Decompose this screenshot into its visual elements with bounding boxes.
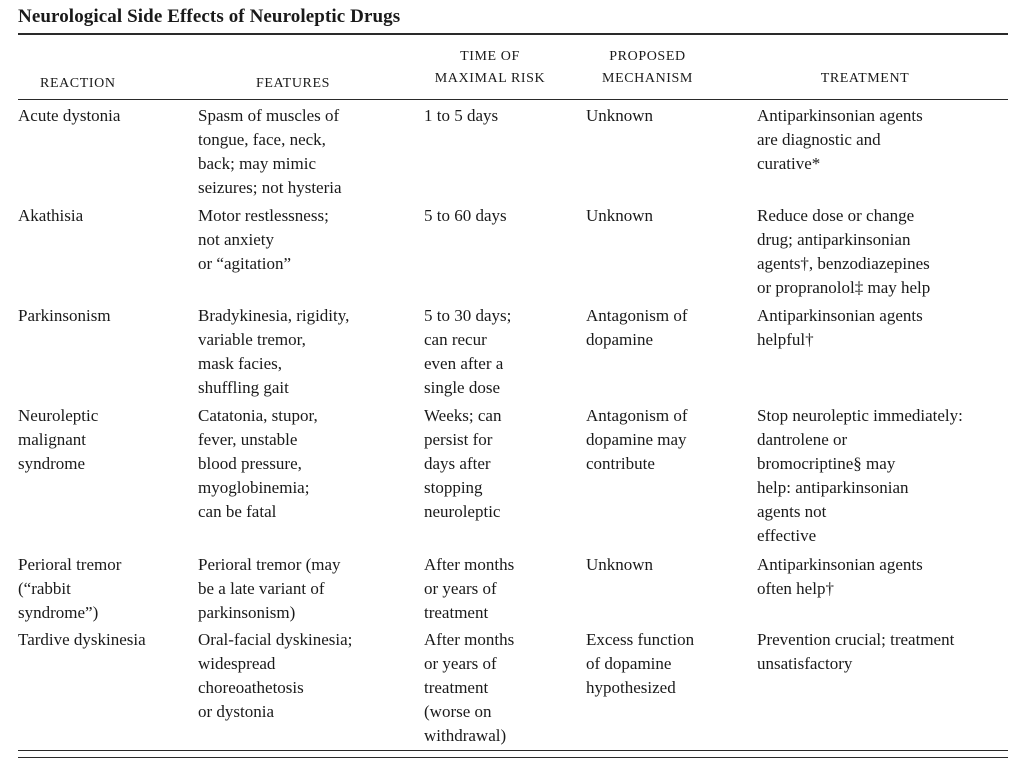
bottom-rule-double <box>18 757 1008 758</box>
table-title: Neurological Side Effects of Neuroleptic Drugs <box>18 6 401 27</box>
time-cell: 1 to 5 days <box>424 106 499 125</box>
mechanism-cell: Excess function of dopamine hypothesized <box>586 630 695 697</box>
features-cell: Bradykinesia, rigidity, variable tremor, mask facies, shuffling gait <box>198 306 350 397</box>
header-reaction: REACTION <box>40 76 116 91</box>
top-rule <box>18 33 1008 35</box>
treatment-cell: Prevention crucial; treatment unsatisfactory <box>757 630 955 673</box>
features-cell: Spasm of muscles of tongue, face, neck, back; may mimic seizures; not hysteria <box>198 106 342 197</box>
header-treatment: TREATMENT <box>820 71 910 86</box>
treatment-cell: Antiparkinsonian agents are diagnostic and curative* <box>757 106 923 173</box>
mechanism-cell: Unknown <box>586 106 654 125</box>
mechanism-cell: Unknown <box>586 206 654 225</box>
treatment-cell: Antiparkinsonian agents helpful† <box>757 306 923 349</box>
treatment-cell: Antiparkinsonian agents often help† <box>757 555 923 598</box>
reaction-cell: Parkinsonism <box>18 306 111 325</box>
time-cell: After months or years of treatment (worse on withdrawal) <box>424 630 515 745</box>
features-cell: Perioral tremor (may be a late variant of parkinsonism) <box>198 555 341 622</box>
mechanism-cell: Unknown <box>586 555 654 574</box>
header-time-of-maximal-risk: TIME OF MAXIMAL RISK <box>434 49 546 86</box>
bottom-rule <box>18 750 1008 751</box>
header-features: FEATURES <box>255 76 331 91</box>
treatment-cell: Stop neuroleptic immediately: dantrolene or bromocriptine§ may help: antiparkinsonian agents not effective <box>757 406 963 545</box>
header-rule <box>18 99 1008 100</box>
header-proposed-mechanism: PROPOSED MECHANISM <box>602 49 693 86</box>
reaction-cell: Tardive dyskinesia <box>18 630 146 649</box>
time-cell: 5 to 60 days <box>424 206 507 225</box>
time-cell: After months or years of treatment <box>424 555 515 622</box>
features-cell: Motor restlessness; not anxiety or “agitation” <box>198 206 329 273</box>
features-cell: Oral-facial dyskinesia; widespread choreoathetosis or dystonia <box>198 630 353 721</box>
time-cell: 5 to 30 days; can recur even after a single dose <box>424 306 512 397</box>
reaction-cell: Acute dystonia <box>18 106 121 125</box>
features-cell: Catatonia, stupor, fever, unstable blood pressure, myoglobinemia; can be fatal <box>198 406 318 521</box>
reaction-cell: Akathisia <box>18 206 84 225</box>
mechanism-cell: Antagonism of dopamine <box>586 306 688 349</box>
mechanism-cell: Antagonism of dopamine may contribute <box>586 406 688 473</box>
reaction-cell: Neuroleptic malignant syndrome <box>18 406 99 473</box>
time-cell: Weeks; can persist for days after stopping neuroleptic <box>424 406 502 521</box>
reaction-cell: Perioral tremor (“rabbit syndrome”) <box>18 555 122 622</box>
treatment-cell: Reduce dose or change drug; antiparkinsonian agents†, benzodiazepines or propranolol‡ may help <box>757 206 931 297</box>
